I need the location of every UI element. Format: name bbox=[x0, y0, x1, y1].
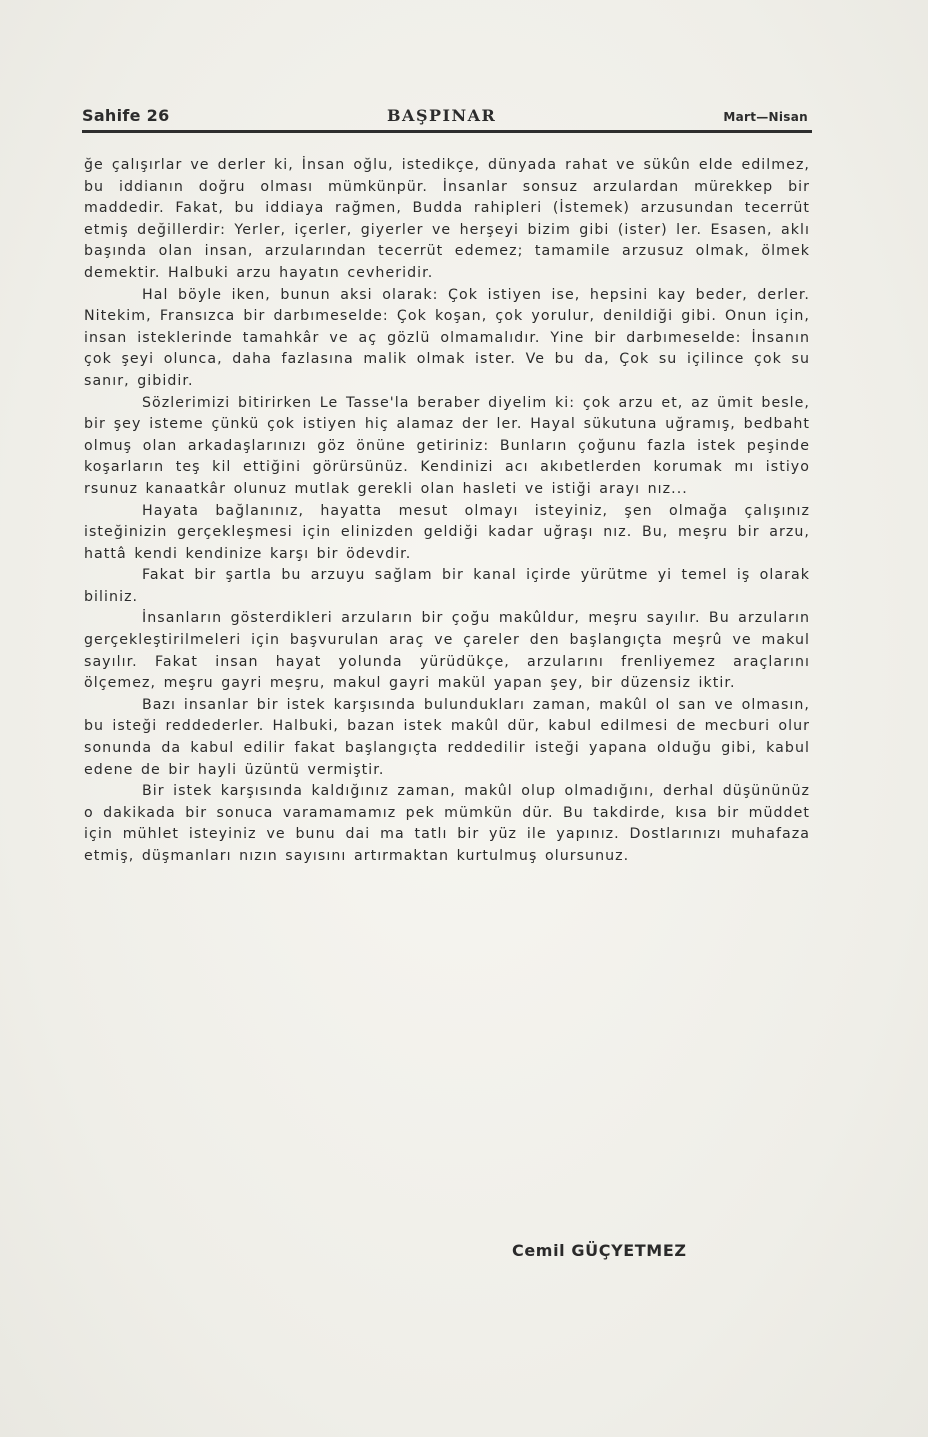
paragraph-2: Hal böyle iken, bunun aksi olarak: Çok istiyen ise, hepsini kay beder, derler. Nitekim, Fransızca bir darbımeselde: Çok koşan, çok yorulur, denildiği gibi. Onun için, insan isteklerinde tamahkâr ve aç gözlü olmamalıdır. Yine bir darbımeselde: İnsanın çok şeyi olunca, daha fazlasına malik olmak ister. Ve bu da, Çok su içilince çok su sanır, gibidir. bbox=[84, 286, 810, 389]
paragraph-3: Sözlerimizi bitirirken Le Tasse'la beraber diyelim ki: çok arzu et, az ümit besle, bir şey isteme çünkü çok istiyen hiç alamaz der ler. Hayal sükutuna uğramış, bedbaht olmuş olan arkadaşlarınızı göz önüne getiriniz: Bunların çoğunu fazla istek peşinde koşarların teş kil ettiğini görürsünüz. Kendinizi acı akıbetlerden korumak mı istiyo rsunuz kanaatkâr olunuz mutlak gerekli olan hasleti ve istiği arayı nız... bbox=[84, 394, 810, 497]
author-signature: Cemil GÜÇYETMEZ bbox=[512, 1241, 687, 1260]
paragraph-7: Bazı insanlar bir istek karşısında bulundukları zaman, makûl ol san ve olmasın, bu isteği reddederler. Halbuki, bazan istek makûl dür, kabul edilmesi de mecburi olur sonunda da kabul edilir fakat başlangıçta reddedilir isteği yapana olduğu gibi, kabul edene de bir hayli üzüntü vermiştir. bbox=[84, 696, 810, 778]
paragraph-5: Fakat bir şartla bu arzuyu sağlam bir kanal içirde yürütme yi temel iş olarak biliniz. bbox=[84, 567, 810, 605]
article-body bbox=[84, 155, 810, 868]
page-number: Sahife 26 bbox=[82, 106, 170, 125]
paragraph-8: Bir istek karşısında kaldığınız zaman, makûl olup olmadığını, derhal düşününüz o dakikada bir sonuca varamamamız pek mümkün dür. Bu takdirde, kısa bir müddet için mühlet isteyiniz ve bunu dai ma tatlı bir yüz ile yapınız. Dostlarınızı muhafaza etmiş, düşmanları nızın sayısını artırmaktan kurtulmuş olursunuz. bbox=[84, 783, 810, 864]
header-rule bbox=[82, 130, 812, 133]
publication-title: BAŞPINAR bbox=[387, 106, 497, 125]
paragraph-6: İnsanların gösterdikleri arzuların bir çoğu makûldur, meşru sayılır. Bu arzuların gerçekleştirilmeleri için başvurulan araç ve çareler den başlangıçta meşrû ve makul sayılır. Fakat insan hayat yolunda yürüdükçe, arzularını frenliyemez araçlarını ölçemez, meşru gayri meşru, makul gayri makül yapan şey, bir düzensiz iktir. bbox=[84, 610, 810, 692]
issue-date: Mart—Nisan bbox=[723, 110, 808, 124]
paragraph-1: ğe çalışırlar ve derler ki, İnsan oğlu, istedikçe, dünyada rahat ve sükûn elde edilmez, bu iddianın doğru olması mümkünpür. İnsanlar sonsuz arzulardan mürekkep bir maddedir. Fakat, bu iddiaya rağmen, Budda rahipleri (İstemek) arzusundan tecerrüt etmiş değillerdir: Yerler, içerler, giyerler ve herşeyi bizim gibi (ister) ler. Esasen, aklı başında olan insan, arzularından tecerrüt edemez; tamamile arzusuz olmak, ölmek demektir. Halbuki arzu hayatın cevheridir. bbox=[84, 157, 810, 281]
paragraph-4: Hayata bağlanınız, hayatta mesut olmayı isteyiniz, şen olmağa çalışınız isteğinizin gerçekleşmesi için elinizden geldiği kadar uğraşı nız. Bu, meşru bir arzu, hattâ kendi kendinize karşı bir ödevdir. bbox=[84, 502, 810, 562]
page-header bbox=[82, 104, 812, 128]
